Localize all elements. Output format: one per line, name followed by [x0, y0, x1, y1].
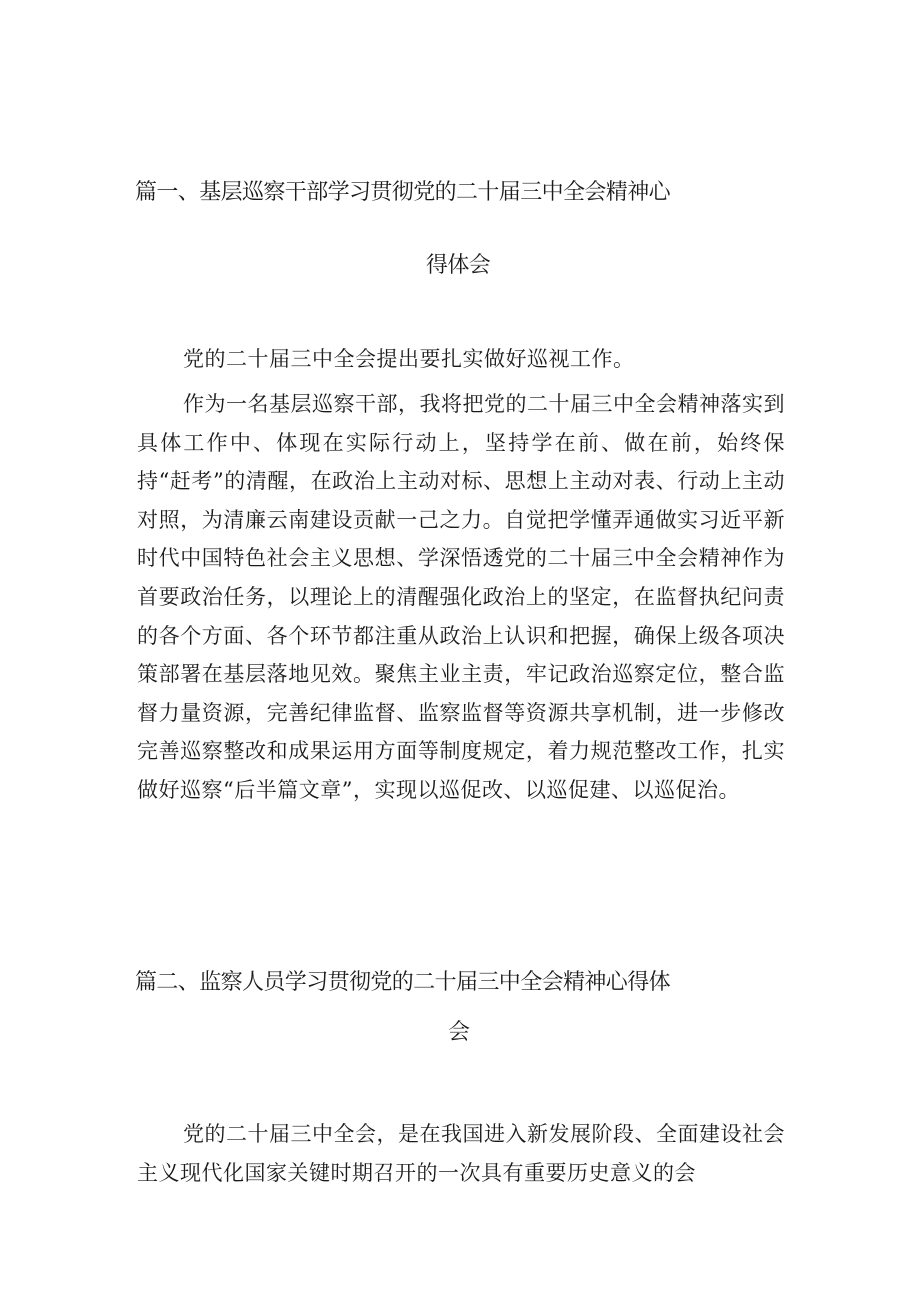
section1-paragraph-1: 党的二十届三中全会提出要扎实做好巡视工作。 — [183, 347, 635, 371]
section1-title-line1: 篇一、基层巡察干部学习贯彻党的二十届三中全会精神心 — [135, 180, 671, 205]
section2-title-line1: 篇二、监察人员学习贯彻党的二十届三中全会精神心得体 — [135, 970, 671, 995]
section1-paragraph-2: 作为一名基层巡察干部，我将把党的二十届三中全会精神落实到具体工作中、体现在实际行动上，坚持学在前、做在前，始终保持“赶考”的清醒，在政治上主动对标、思想上主动对表、行动上主动对照，为清廉云南建设贡献一己之力。自觉把学懂弄通做实习近平新时代中国特色社会主义思想、学深悟透党的二十届三中全会精神作为首要政治任务，以理论上的清醒强化政治上的坚定，在监督执纪问责的各个方面、各个环节都注重从政治上认识和把握，确保上级各项决策部署在基层落地见效。聚焦主业主责，牢记政治巡察定位，整合监督力量资源，完善纪律监督、监察监督等资源共享机制，进一步修改完善巡察整改和成果运用方面等制度规定，着力规范整改工作，扎实做好巡察“后半篇文章”，实现以巡促改、以巡促建、以巡促治。 — [137, 392, 785, 802]
section2-paragraph-1: 党的二十届三中全会，是在我国进入新发展阶段、全面建设社会主义现代化国家关键时期召开的一次具有重要历史意义的会 — [137, 1122, 785, 1185]
section1-title-line2: 得体会 — [426, 253, 491, 278]
section2-title-line2: 会 — [448, 1020, 470, 1045]
